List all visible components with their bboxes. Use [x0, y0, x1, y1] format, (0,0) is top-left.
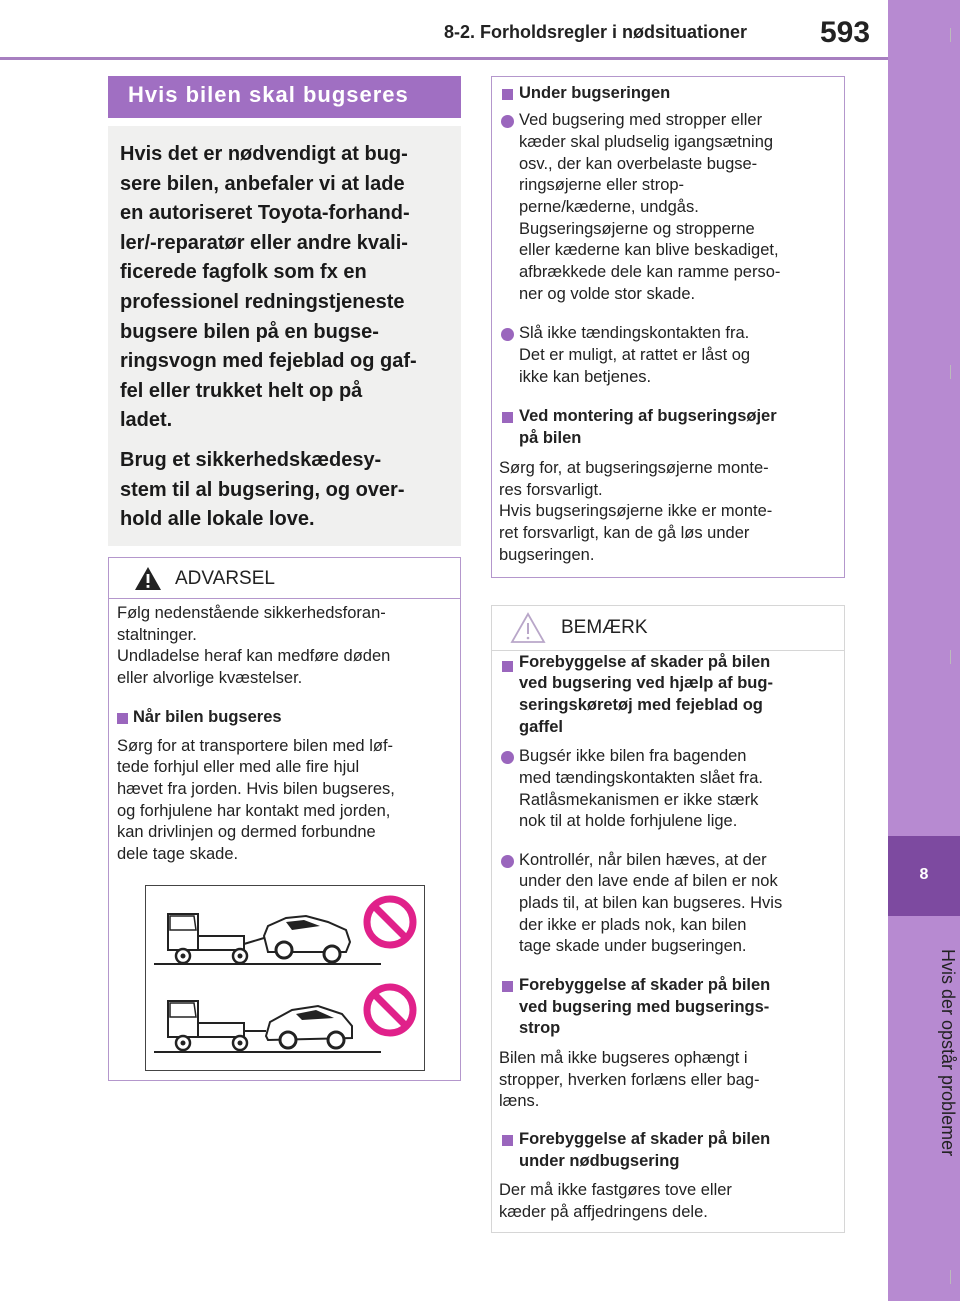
bullet-text: Bugsér ikke bilen fra bagenden: [519, 747, 747, 765]
intro-line: Hvis det er nødvendigt at bug-: [120, 143, 408, 165]
crop-mark: [950, 365, 951, 379]
subheading: på bilen: [519, 429, 582, 447]
bullet-text: kæder skal pludselig igangsætning: [519, 133, 774, 151]
towing-illustration: [145, 885, 425, 1071]
warning-text: eller alvorlige kvæstelser.: [117, 669, 303, 687]
body-text: stropper, hverken forlæns eller bag-: [499, 1071, 760, 1089]
warning-label: ADVARSEL: [175, 568, 275, 589]
bullet-text: nok til at holde forhjulene lige.: [519, 812, 738, 830]
warning-text: Følg nedenstående sikkerhedsforan-: [117, 604, 386, 622]
body-text: Hvis bugseringsøjerne ikke er monte-: [499, 502, 773, 520]
subheading: gaffel: [519, 718, 564, 736]
bullet-square-icon: [502, 1135, 513, 1146]
bullet-text: der ikke er plads nok, kan bilen: [519, 916, 747, 934]
subheading: seringskøretøj med fejeblad og: [519, 696, 763, 714]
bullet-square-icon: [502, 412, 513, 423]
body-text: Sørg for, at bugseringsøjerne monte-: [499, 459, 769, 477]
intro-line: bugsere bilen på en bugse-: [120, 321, 379, 343]
bullet-text: Ved bugsering med stropper eller: [519, 111, 763, 129]
bullet-dot-icon: [501, 751, 514, 764]
bullet-text: Bugseringsøjerne og stropperne: [519, 220, 755, 238]
subheading: ved bugsering med bugserings-: [519, 998, 770, 1016]
tow-truck-icon: [168, 914, 264, 963]
bullet-text: eller kæderne kan blive beskadiget,: [519, 241, 779, 259]
chapter-title: Hvis der opstår problemer: [938, 949, 958, 1157]
subheading: Under bugseringen: [519, 84, 671, 102]
body-text: bugseringen.: [499, 546, 595, 564]
subheading: ved bugsering ved hjælp af bug-: [519, 674, 773, 692]
note-box: [491, 605, 845, 1233]
subheading: Forebyggelse af skader på bilen: [519, 653, 771, 671]
bullet-square-icon: [502, 661, 513, 672]
body-text: kæder på affjedringens dele.: [499, 1203, 708, 1221]
warning-body: hævet fra jorden. Hvis bilen bugseres,: [117, 780, 395, 798]
prohibited-icon: [367, 899, 413, 945]
intro-box: [108, 126, 461, 546]
intro-line: fel eller trukket helt op på: [120, 380, 363, 402]
chapter-number: 8: [919, 866, 929, 883]
car-icon: [266, 1006, 352, 1048]
note-label: BEMÆRK: [561, 617, 648, 638]
bullet-square-icon: [502, 89, 513, 100]
bullet-square-icon: [502, 981, 513, 992]
bullet-text: ner og volde stor skade.: [519, 285, 696, 303]
warning-subheading: Når bilen bugseres: [133, 708, 282, 726]
bullet-text: Ratlåsmekanismen er ikke stærk: [519, 791, 759, 809]
bullet-dot-icon: [501, 328, 514, 341]
warning-body: og forhjulene har kontakt med jorden,: [117, 802, 391, 820]
warning-text: staltninger.: [117, 626, 197, 644]
tow-truck-icon: [168, 1001, 266, 1050]
subheading: Forebyggelse af skader på bilen: [519, 976, 771, 994]
crop-mark: [950, 650, 951, 664]
crop-mark: [950, 28, 951, 42]
subheading: under nødbugsering: [519, 1152, 680, 1170]
towing-precautions-box: [491, 76, 845, 578]
warning-header: [109, 558, 460, 599]
page-number: 593: [820, 16, 871, 49]
car-icon: [264, 916, 350, 962]
bullet-dot-icon: [501, 855, 514, 868]
bullet-text: perne/kæderne, undgås.: [519, 198, 699, 216]
intro-line: Brug et sikkerhedskædesy-: [120, 449, 382, 471]
warning-triangle-icon: [134, 566, 162, 591]
section-heading-bar: [108, 76, 461, 118]
body-text: Bilen må ikke bugseres ophængt i: [499, 1049, 748, 1067]
section-heading: Hvis bilen skal bugseres: [128, 82, 409, 107]
bullet-dot-icon: [501, 115, 514, 128]
crop-mark: [950, 1270, 951, 1284]
bullet-text: osv., der kan overbelaste bugse-: [519, 155, 758, 173]
intro-line: professionel redningstjeneste: [120, 291, 405, 313]
bullet-square-icon: [117, 713, 128, 724]
warning-body: dele tage skade.: [117, 845, 239, 863]
intro-line: stem til al bugsering, og over-: [120, 479, 405, 501]
intro-line: ficerede fagfolk som fx en: [120, 261, 367, 283]
caution-triangle-icon: [510, 612, 546, 644]
bullet-text: Det er muligt, at rattet er låst og: [519, 346, 751, 364]
intro-line: en autoriseret Toyota-forhand-: [120, 202, 410, 224]
intro-line: ladet.: [120, 409, 173, 431]
intro-line: ler/-reparatør eller andre kvali-: [120, 232, 408, 254]
bullet-text: under den lave ende af bilen er nok: [519, 872, 778, 890]
body-text: res forsvarligt.: [499, 481, 603, 499]
bullet-text: plads til, at bilen kan bugseres. Hvis: [519, 894, 783, 912]
intro-line: sere bilen, anbefaler vi at lade: [120, 173, 405, 195]
body-text: læns.: [499, 1092, 540, 1110]
intro-line: ringsvogn med fejeblad og gaf-: [120, 350, 417, 372]
subheading: Ved montering af bugseringsøjer: [519, 407, 777, 425]
bullet-text: afbrækkede dele kan ramme perso-: [519, 263, 781, 281]
warning-text: Undladelse heraf kan medføre døden: [117, 647, 391, 665]
note-header: [492, 606, 844, 651]
subheading: Forebyggelse af skader på bilen: [519, 1130, 771, 1148]
warning-body: tede forhjul eller med alle fire hjul: [117, 758, 360, 776]
warning-body: Sørg for at transportere bilen med løf-: [117, 737, 394, 755]
bullet-text: Slå ikke tændingskontakten fra.: [519, 324, 750, 342]
bullet-text: ikke kan betjenes.: [519, 368, 652, 386]
header-rule: [0, 57, 888, 60]
bullet-text: med tændingskontakten slået fra.: [519, 769, 763, 787]
bullet-text: tage skade under bugseringen.: [519, 937, 747, 955]
body-text: ret forsvarligt, kan de gå løs under: [499, 524, 750, 542]
bullet-text: Kontrollér, når bilen hæves, at der: [519, 851, 767, 869]
subheading: strop: [519, 1019, 561, 1037]
bullet-text: ringsøjerne eller strop-: [519, 176, 685, 194]
intro-line: hold alle lokale love.: [120, 508, 315, 530]
warning-body: kan drivlinjen og dermed forbundne: [117, 823, 376, 841]
section-title: 8-2. Forholdsregler i nødsituationer: [444, 22, 748, 42]
prohibited-icon: [367, 987, 413, 1033]
towing-drawing: [146, 886, 423, 1069]
chapter-tab[interactable]: [888, 836, 960, 916]
body-text: Der må ikke fastgøres tove eller: [499, 1181, 732, 1199]
